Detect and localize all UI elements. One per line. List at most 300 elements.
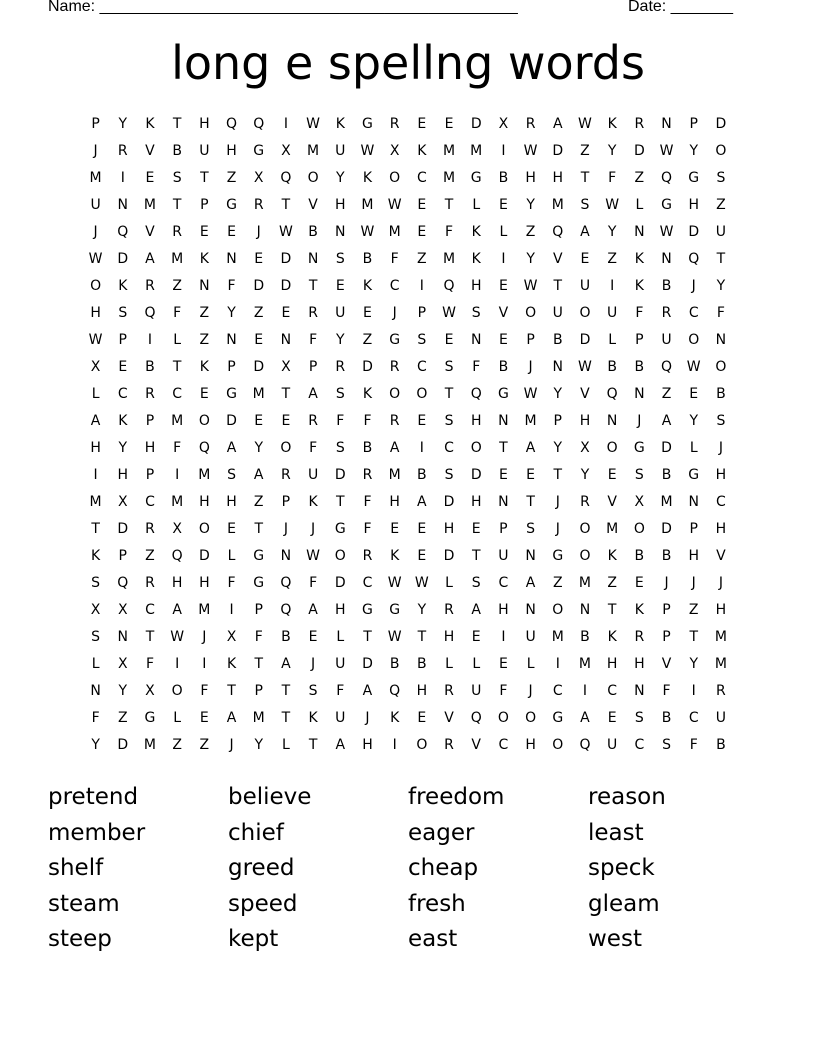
grid-letter: Z [199, 737, 210, 753]
grid-letter: O [307, 170, 319, 186]
grid-letter: T [444, 386, 454, 402]
grid-letter: I [501, 251, 506, 267]
grid-letter: L [689, 440, 698, 456]
grid-letter: R [172, 224, 183, 240]
grid-letter: E [417, 710, 427, 726]
grid-letter: E [227, 521, 236, 537]
grid-row [82, 192, 735, 219]
grid-letter: J [691, 278, 696, 294]
grid-letter: Z [607, 251, 617, 267]
grid-letter: H [199, 575, 210, 591]
grid-letter: E [444, 332, 454, 348]
grid-letter: I [175, 467, 180, 483]
grid-letter: H [715, 602, 727, 618]
grid-letter: E [335, 278, 345, 294]
grid-letter: M [143, 737, 157, 753]
grid-letter: T [254, 521, 263, 537]
grid-letter: W [523, 143, 538, 159]
grid-letter: M [442, 170, 456, 186]
grid-letter: B [417, 656, 427, 672]
grid-letter: H [171, 575, 183, 591]
grid-letter: E [390, 521, 400, 537]
grid-letter: R [444, 602, 454, 618]
grid-letter: E [498, 278, 508, 294]
grid-letter: N [470, 332, 482, 348]
grid-letter: K [607, 116, 617, 132]
grid-letter: I [202, 656, 207, 672]
grid-letter: W [523, 278, 538, 294]
grid-letter: D [117, 251, 129, 267]
grid-letter: K [362, 386, 373, 402]
grid-letter: S [444, 413, 454, 429]
grid-letter: I [501, 143, 506, 159]
grid-letter: H [443, 521, 455, 537]
grid-letter: T [526, 494, 535, 510]
grid-letter: F [91, 710, 100, 726]
grid-letter: Q [198, 440, 210, 456]
grid-letter: Y [716, 278, 726, 294]
grid-letter: G [552, 548, 564, 564]
grid-letter: Z [552, 575, 563, 591]
grid-letter: D [117, 521, 129, 537]
grid-letter: T [200, 170, 209, 186]
grid-letter: Q [606, 386, 618, 402]
grid-letter: W [659, 143, 674, 159]
grid-letter: R [362, 467, 373, 483]
grid-letter: N [226, 251, 237, 267]
grid-letter: M [660, 494, 673, 510]
word-list-item: member [48, 819, 146, 846]
grid-letter: T [172, 359, 182, 375]
grid-letter: C [416, 170, 427, 186]
grid-letter: V [145, 143, 155, 159]
grid-letter: Q [226, 116, 238, 132]
grid-letter: Z [607, 575, 617, 591]
grid-row [82, 624, 735, 651]
grid-letter: U [607, 737, 618, 753]
grid-letter: K [471, 224, 481, 240]
grid-letter: E [199, 710, 209, 726]
grid-letter: K [362, 278, 373, 294]
grid-letter: J [311, 521, 316, 537]
grid-row [82, 543, 735, 570]
grid-letter: L [227, 548, 236, 564]
grid-letter: N [280, 332, 292, 348]
grid-letter: K [91, 548, 101, 564]
grid-letter: D [661, 440, 672, 456]
grid-letter: S [335, 251, 345, 267]
grid-letter: Z [253, 305, 264, 321]
grid-letter: T [689, 629, 698, 645]
grid-letter: D [280, 251, 292, 267]
grid-letter: C [416, 359, 427, 375]
grid-letter: C [607, 683, 618, 699]
grid-letter: Q [470, 710, 482, 726]
grid-letter: C [498, 737, 509, 753]
grid-letter: J [664, 575, 669, 591]
grid-letter: S [471, 305, 481, 321]
grid-letter: X [117, 494, 128, 510]
grid-letter: S [580, 197, 590, 213]
grid-letter: U [199, 143, 210, 159]
page-title: long e spellng words [171, 36, 645, 90]
grid-letter: N [579, 602, 591, 618]
grid-row [82, 516, 735, 543]
grid-letter: W [387, 575, 402, 591]
grid-letter: N [606, 413, 618, 429]
grid-letter: D [334, 467, 346, 483]
grid-letter: R [525, 116, 536, 132]
grid-letter: X [172, 521, 182, 537]
grid-letter: A [471, 602, 481, 618]
grid-letter: D [579, 332, 591, 348]
grid-letter: E [417, 413, 427, 429]
grid-letter: B [389, 656, 400, 672]
grid-letter: B [362, 440, 373, 456]
grid-letter: L [336, 629, 345, 645]
grid-letter: P [662, 602, 671, 618]
grid-row [82, 732, 735, 759]
grid-letter: J [311, 656, 316, 672]
grid-letter: Z [199, 305, 210, 321]
grid-letter: S [634, 710, 644, 726]
grid-letter: H [335, 197, 346, 213]
grid-letter: R [145, 386, 155, 402]
grid-letter: M [606, 521, 619, 537]
grid-letter: V [145, 224, 155, 240]
grid-letter: C [688, 710, 699, 726]
grid-letter: Z [716, 197, 726, 213]
grid-letter: G [552, 710, 564, 726]
grid-letter: N [280, 548, 292, 564]
grid-letter: G [226, 197, 237, 213]
grid-letter: K [634, 278, 644, 294]
grid-row [82, 408, 735, 435]
grid-letter: F [608, 170, 617, 186]
grid-letter: G [389, 332, 401, 348]
grid-letter: V [716, 548, 726, 564]
grid-letter: N [661, 251, 672, 267]
grid-letter: X [90, 602, 101, 618]
grid-letter: H [715, 467, 727, 483]
grid-letter: Y [118, 440, 128, 456]
grid-letter: N [199, 278, 210, 294]
grid-letter: J [229, 737, 234, 753]
grid-letter: L [173, 710, 182, 726]
word-list-item: freedom [408, 784, 505, 810]
grid-letter: M [578, 656, 592, 672]
grid-letter: I [419, 440, 424, 456]
grid-letter: A [308, 602, 318, 618]
grid-letter: E [471, 629, 481, 645]
grid-letter: Z [199, 332, 210, 348]
grid-letter: Z [253, 494, 264, 510]
grid-letter: V [607, 494, 617, 510]
grid-letter: Y [553, 440, 563, 456]
grid-letter: Y [227, 305, 236, 321]
grid-letter: D [715, 116, 727, 132]
grid-letter: A [661, 413, 672, 429]
grid-letter: M [143, 197, 157, 213]
grid-letter: B [634, 548, 645, 564]
grid-letter: X [253, 170, 264, 186]
grid-letter: N [90, 683, 101, 699]
grid-letter: V [444, 710, 454, 726]
grid-letter: Q [280, 602, 292, 618]
grid-letter: D [117, 737, 129, 753]
grid-letter: O [525, 710, 537, 726]
grid-letter: K [335, 116, 345, 132]
grid-letter: T [580, 170, 590, 186]
grid-letter: K [634, 602, 644, 618]
grid-letter: T [471, 548, 481, 564]
grid-letter: A [172, 602, 182, 618]
grid-letter: R [389, 116, 400, 132]
grid-letter: I [501, 629, 506, 645]
grid-letter: P [145, 413, 155, 429]
grid-letter: E [417, 197, 427, 213]
word-list-item: fresh [408, 890, 466, 917]
grid-letter: B [661, 710, 672, 726]
grid-letter: G [253, 575, 265, 591]
grid-letter: K [634, 251, 644, 267]
grid-letter: H [470, 413, 482, 429]
grid-letter: H [443, 629, 455, 645]
grid-letter: B [172, 143, 182, 159]
grid-letter: W [278, 224, 293, 240]
grid-letter: Z [417, 251, 427, 267]
grid-letter: C [634, 737, 645, 753]
grid-letter: E [118, 359, 128, 375]
grid-letter: B [145, 359, 155, 375]
date-field-label: Date: _______ [628, 0, 733, 15]
grid-letter: Y [689, 656, 698, 672]
grid-letter: N [226, 332, 237, 348]
grid-row [82, 462, 735, 489]
grid-row [82, 300, 735, 327]
grid-letter: W [659, 224, 674, 240]
grid-letter: M [171, 251, 184, 267]
grid-letter: B [661, 278, 672, 294]
word-list-item: least [588, 819, 644, 846]
grid-letter: M [388, 467, 401, 483]
grid-letter: U [90, 197, 101, 213]
grid-letter: J [718, 440, 723, 456]
grid-letter: J [365, 710, 370, 726]
grid-letter: K [226, 656, 237, 672]
grid-letter: H [579, 413, 591, 429]
grid-letter: M [470, 143, 483, 159]
grid-letter: F [363, 494, 372, 510]
grid-letter: M [89, 170, 102, 186]
grid-letter: E [607, 467, 617, 483]
grid-letter: A [226, 710, 237, 726]
grid-letter: F [145, 656, 154, 672]
grid-letter: P [689, 116, 698, 132]
grid-row [82, 327, 735, 354]
grid-letter: B [607, 359, 617, 375]
grid-letter: G [633, 440, 645, 456]
grid-letter: E [281, 305, 291, 321]
grid-letter: E [498, 197, 508, 213]
grid-letter: G [497, 386, 509, 402]
grid-letter: C [552, 683, 563, 699]
grid-letter: H [416, 683, 428, 699]
grid-letter: E [254, 332, 264, 348]
grid-letter: C [444, 440, 454, 456]
grid-letter: E [417, 548, 427, 564]
name-field-label: Name: _______________________________________________ [48, 0, 518, 15]
grid-letter: W [605, 197, 620, 213]
grid-letter: C [145, 602, 155, 618]
word-list [48, 780, 768, 958]
grid-letter: M [198, 467, 211, 483]
grid-letter: I [93, 467, 98, 483]
grid-letter: T [716, 251, 726, 267]
grid-letter: A [253, 467, 264, 483]
grid-letter: M [714, 629, 727, 645]
grid-letter: O [525, 305, 537, 321]
grid-letter: A [552, 116, 563, 132]
grid-letter: E [227, 224, 236, 240]
grid-letter: E [417, 224, 427, 240]
grid-letter: J [202, 629, 207, 645]
grid-letter: G [334, 521, 346, 537]
grid-letter: Q [470, 386, 482, 402]
grid-letter: N [634, 683, 645, 699]
grid-letter: L [91, 656, 100, 672]
grid-letter: T [363, 629, 372, 645]
grid-letter: Y [580, 467, 590, 483]
grid-letter: X [117, 602, 128, 618]
grid-letter: F [227, 278, 236, 294]
grid-letter: F [689, 737, 698, 753]
grid-letter: H [498, 602, 509, 618]
grid-letter: H [470, 278, 482, 294]
grid-letter: F [336, 683, 345, 699]
grid-letter: M [171, 494, 184, 510]
grid-letter: W [414, 575, 429, 591]
grid-letter: S [526, 521, 536, 537]
grid-letter: B [661, 548, 672, 564]
grid-letter: J [283, 521, 288, 537]
grid-letter: Q [661, 359, 673, 375]
grid-letter: S [417, 332, 427, 348]
grid-letter: T [281, 386, 291, 402]
grid-letter: O [579, 548, 591, 564]
grid-letter: M [252, 710, 265, 726]
grid-letter: R [661, 305, 672, 321]
grid-letter: U [335, 710, 346, 726]
grid-letter: Y [607, 143, 617, 159]
grid-letter: K [390, 548, 400, 564]
grid-letter: N [525, 602, 536, 618]
grid-letter: X [226, 629, 237, 645]
grid-letter: H [90, 440, 101, 456]
grid-letter: Q [117, 575, 129, 591]
grid-letter: O [280, 440, 292, 456]
word-list-item: kept [228, 926, 279, 952]
grid-letter: H [144, 440, 156, 456]
grid-letter: Q [171, 548, 183, 564]
grid-row [82, 597, 735, 624]
grid-letter: W [578, 116, 592, 132]
grid-letter: S [716, 413, 726, 429]
grid-letter: M [171, 413, 184, 429]
grid-letter: D [362, 359, 373, 375]
grid-letter: D [470, 467, 482, 483]
grid-letter: W [306, 116, 321, 132]
grid-letter: O [715, 359, 727, 375]
word-list-item: eager [408, 819, 475, 846]
grid-letter: G [226, 386, 237, 402]
grid-letter: O [470, 440, 482, 456]
grid-letter: M [89, 494, 102, 510]
grid-letter: C [688, 305, 699, 321]
grid-letter: F [472, 359, 481, 375]
grid-letter: B [580, 629, 590, 645]
grid-letter: Y [336, 332, 345, 348]
grid-letter: P [254, 602, 263, 618]
grid-letter: T [417, 629, 427, 645]
grid-letter: O [389, 170, 401, 186]
grid-letter: A [525, 440, 536, 456]
grid-letter: J [93, 224, 98, 240]
grid-letter: E [498, 332, 508, 348]
grid-letter: B [716, 737, 726, 753]
grid-letter: K [417, 143, 427, 159]
grid-letter: N [117, 629, 129, 645]
grid-letter: F [662, 683, 671, 699]
grid-letter: V [580, 386, 590, 402]
grid-letter: Z [117, 710, 128, 726]
grid-row [82, 219, 735, 246]
grid-letter: Z [172, 737, 182, 753]
grid-letter: L [91, 386, 100, 402]
grid-letter: L [608, 332, 617, 348]
grid-letter: L [445, 656, 453, 672]
grid-letter: T [145, 629, 155, 645]
grid-letter: M [442, 251, 456, 267]
grid-letter: U [607, 305, 618, 321]
grid-letter: J [637, 413, 642, 429]
grid-letter: U [471, 683, 482, 699]
grid-letter: Y [254, 737, 263, 753]
grid-letter: X [634, 494, 645, 510]
grid-letter: H [226, 494, 237, 510]
grid-letter: M [714, 656, 727, 672]
grid-letter: J [256, 224, 261, 240]
grid-letter: S [91, 575, 101, 591]
grid-letter: K [308, 494, 318, 510]
grid-letter: Q [253, 116, 265, 132]
grid-letter: D [253, 278, 265, 294]
grid-letter: U [552, 305, 563, 321]
grid-letter: P [526, 332, 535, 348]
grid-letter: T [553, 278, 563, 294]
grid-letter: B [498, 170, 509, 186]
grid-row [82, 138, 735, 165]
grid-letter: W [360, 224, 375, 240]
grid-letter: P [689, 521, 698, 537]
grid-letter: S [444, 467, 454, 483]
grid-letter: T [172, 197, 182, 213]
grid-letter: H [335, 602, 346, 618]
grid-letter: L [499, 224, 508, 240]
grid-letter: G [253, 143, 265, 159]
grid-letter: R [444, 683, 454, 699]
grid-letter: N [688, 494, 699, 510]
